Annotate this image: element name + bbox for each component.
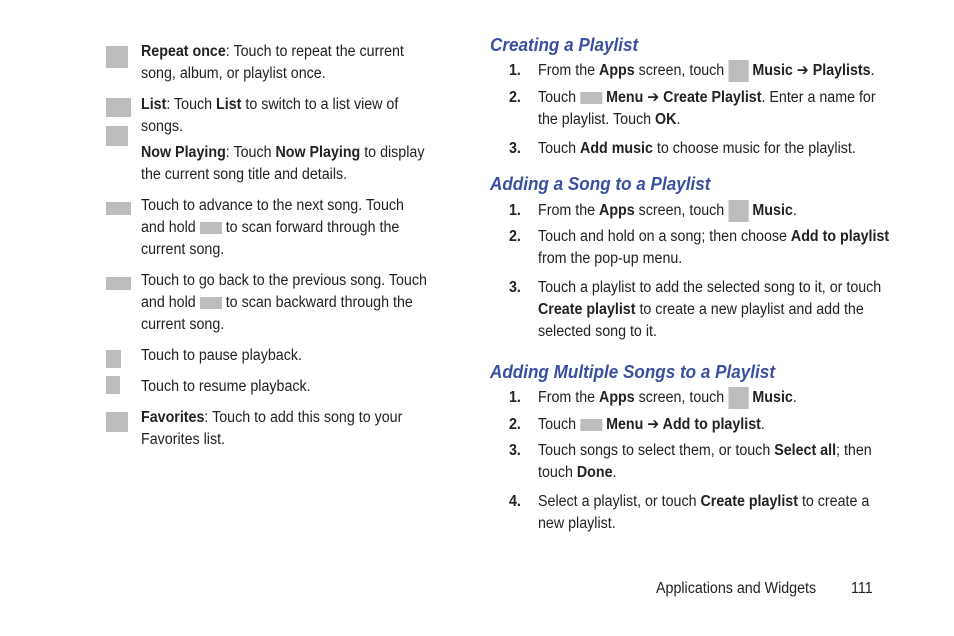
creating-step-1: From the Apps screen, touch Music ➔ Playlists. — [538, 60, 875, 82]
menu-icon — [580, 419, 602, 431]
heading-adding-song: Adding a Song to a Playlist — [490, 174, 711, 194]
next-song-inline-icon — [200, 222, 222, 234]
previous-song-icon — [106, 277, 131, 290]
step-number: 1. — [509, 389, 521, 406]
adding-multiple-step-4: Select a playlist, or touch Create playlist to create a new playlist. — [538, 493, 870, 532]
creating-step-3: Touch Add music to choose music for the playlist. — [538, 140, 856, 157]
adding-song-step-3: Touch a playlist to add the selected song to it, or touch Create playlist to create a new playlist and add the selected song to it. — [538, 279, 882, 340]
music-app-icon — [728, 200, 748, 222]
creating-step-2: Touch Menu ➔ Create Playlist. Enter a name for the playlist. Touch OK. — [538, 89, 876, 128]
step-number: 2. — [509, 89, 521, 106]
repeat-once-icon — [106, 46, 128, 68]
footer-section-title: Applications and Widgets — [656, 580, 817, 597]
step-number: 1. — [509, 202, 521, 219]
adding-song-step-2: Touch and hold on a song; then choose Add to playlist from the pop-up menu. — [538, 228, 890, 267]
step-number: 3. — [509, 140, 521, 157]
step-number: 1. — [509, 62, 521, 79]
next-song-icon — [106, 202, 131, 215]
list-desc: List: Touch List to switch to a list view of songs. — [141, 96, 399, 135]
previous-song-desc: Touch to go back to the previous song. Touch and hold to scan backward through the current song. — [141, 272, 427, 333]
page-number: 111 — [851, 580, 873, 597]
resume-desc: Touch to resume playback. — [141, 378, 311, 395]
pause-icon — [106, 350, 121, 368]
now-playing-desc: Now Playing: Touch Now Playing to display the current song title and details. — [141, 144, 425, 183]
next-song-desc: Touch to advance to the next song. Touch and hold to scan forward through the current song. — [141, 197, 404, 258]
now-playing-icon — [106, 126, 128, 146]
step-number: 2. — [509, 228, 521, 245]
music-app-icon — [728, 387, 748, 409]
step-number: 3. — [509, 279, 521, 296]
step-number: 2. — [509, 416, 521, 433]
favorites-desc: Favorites: Touch to add this song to your Favorites list. — [141, 409, 403, 448]
heading-creating-playlist: Creating a Playlist — [490, 35, 639, 55]
adding-multiple-step-2: Touch Menu ➔ Add to playlist. — [538, 416, 765, 433]
step-number: 3. — [509, 442, 521, 459]
heading-adding-multiple: Adding Multiple Songs to a Playlist — [490, 362, 776, 382]
adding-song-step-1: From the Apps screen, touch Music. — [538, 200, 797, 222]
list-icon — [106, 98, 131, 117]
pause-desc: Touch to pause playback. — [141, 347, 302, 364]
adding-multiple-step-3: Touch songs to select them, or touch Select all; then touch Done. — [538, 442, 872, 481]
favorites-icon — [106, 412, 128, 432]
step-number: 4. — [509, 493, 521, 510]
adding-multiple-step-1: From the Apps screen, touch Music. — [538, 387, 797, 409]
previous-song-inline-icon — [200, 297, 222, 309]
play-icon — [106, 376, 120, 394]
music-app-icon — [728, 60, 748, 82]
menu-icon — [580, 92, 602, 104]
repeat-once-desc: Repeat once: Touch to repeat the current song, album, or playlist once. — [141, 43, 404, 82]
